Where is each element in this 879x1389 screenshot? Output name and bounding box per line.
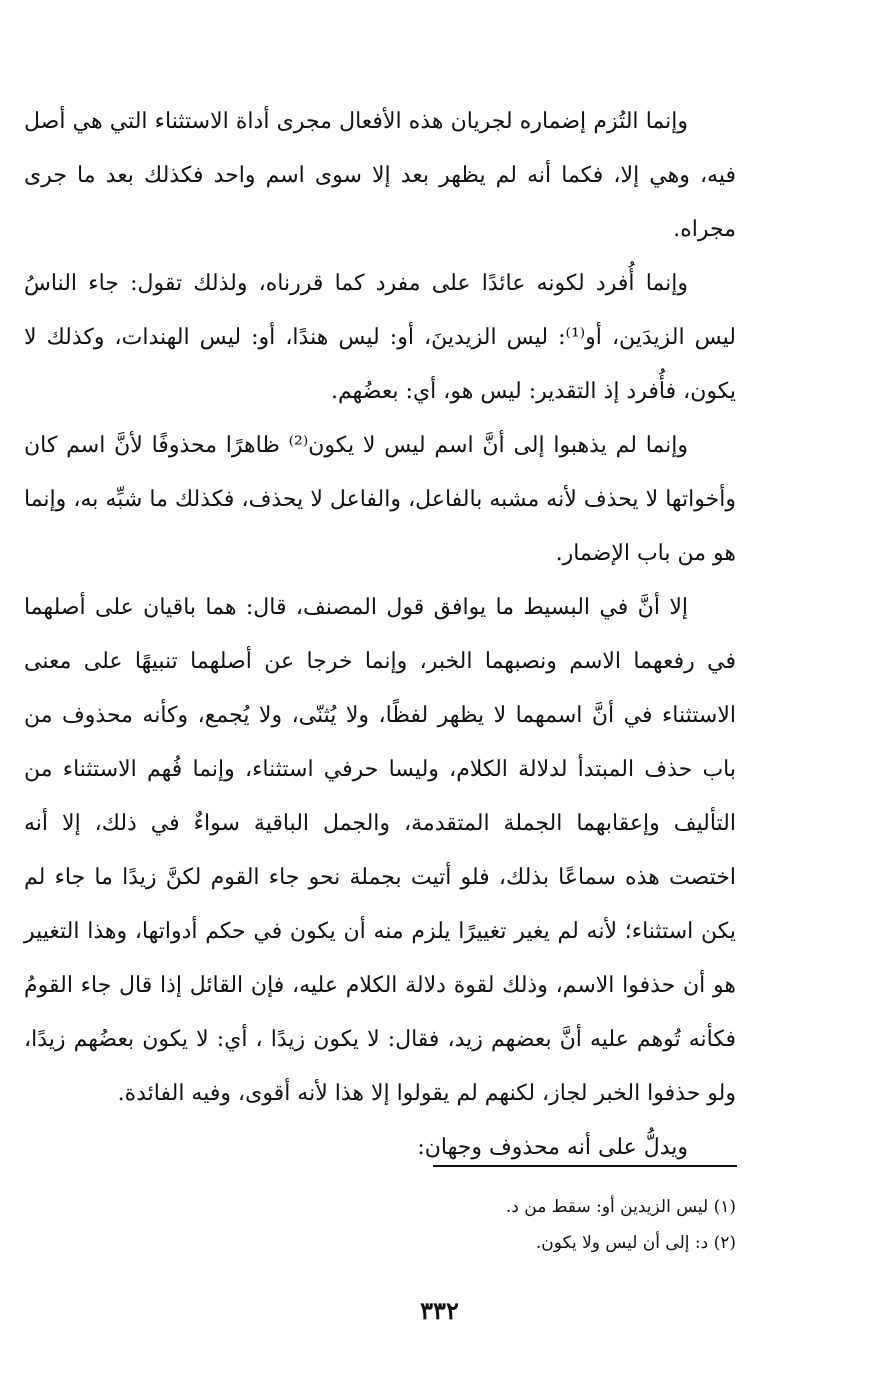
- page-number: ٣٣٢: [420, 1296, 459, 1325]
- footnote-1: (١) ليس الزيدين أو: سقط من د.: [505, 1197, 736, 1217]
- paragraph-1: وإنما التُزم إضماره لجريان هذه الأفعال مجرى أداة الاستثناء التي هي أصل فيه، وهي إلا، فكما أنه لم يظهر بعد إلا سوى اسم واحد فكذلك بعد ما جرى مجراه.: [24, 109, 736, 242]
- footnote-divider: [433, 1165, 737, 1167]
- footnote-2: (٢) د: إلى أن ليس ولا يكون.: [535, 1233, 736, 1253]
- main-text: [24, 95, 736, 1175]
- paragraph-2: وإنما أُفرد لكونه عائدًا على مفرد كما قررناه، ولذلك تقول: جاء الناسُ ليس الزيدَين، أو⁽¹⁾: ليس الزيدينَ، أو: ليس هندًا، أو: ليس الهندات، وكذلك لا يكون، فأُفرد إذ التقدير: ليس هو، أي: بعضُهم.: [24, 271, 736, 404]
- paragraph-3: وإنما لم يذهبوا إلى أنَّ اسم ليس لا يكون⁽²⁾ ظاهرًا محذوفًا لأنَّ اسم كان وأخواتها لا يحذف لأنه مشبه بالفاعل، والفاعل لا يحذف، فكذلك ما شبِّه به، وإنما هو من باب الإضمار.: [24, 433, 736, 566]
- paragraph-5: ويدلُّ على أنه محذوف وجهان:: [417, 1135, 688, 1160]
- paragraph-4: إلا أنَّ في البسيط ما يوافق قول المصنف، قال: هما باقيان على أصلهما في رفعهما الاسم ونصبهما الخبر، وإنما خرجا عن أصلهما تنبيهًا على معنى الاستثناء في أنَّ اسمهما لا يظهر لفظًا، ولا يُثنّى، ولا يُجمع، وكأنه محذوف من باب حذف المبتدأ لدلالة الكلام، وليسا حرفي استثناء، وإنما فُهم الاستثناء من التأليف وإعقابهما الجملة المتقدمة، والجمل الباقية سواءٌ في ذلك، إلا أنه اختصت هذه سماعًا بذلك، فلو أتيت بجملة نحو جاء القوم لكنَّ زيدًا ما جاء لم يكن استثناء؛ لأنه لم يغير تغييرًا يلزم منه أن يكون في حكم أدواتها، وهذا التغيير هو أن حذفوا الاسم، وذلك لقوة دلالة الكلام عليه، فإن القائل إذا قال جاء القومُ فكأنه تُوهم عليه أنَّ بعضهم زيد، فقال: لا يكون زيدًا ، أي: لا يكون بعضُهم زيدًا، ولو حذفوا الخبر لجاز، لكنهم لم يقولوا إلا هذا لأنه أقوى، وفيه الفائدة.: [24, 595, 736, 1106]
- footnotes: [24, 1189, 736, 1261]
